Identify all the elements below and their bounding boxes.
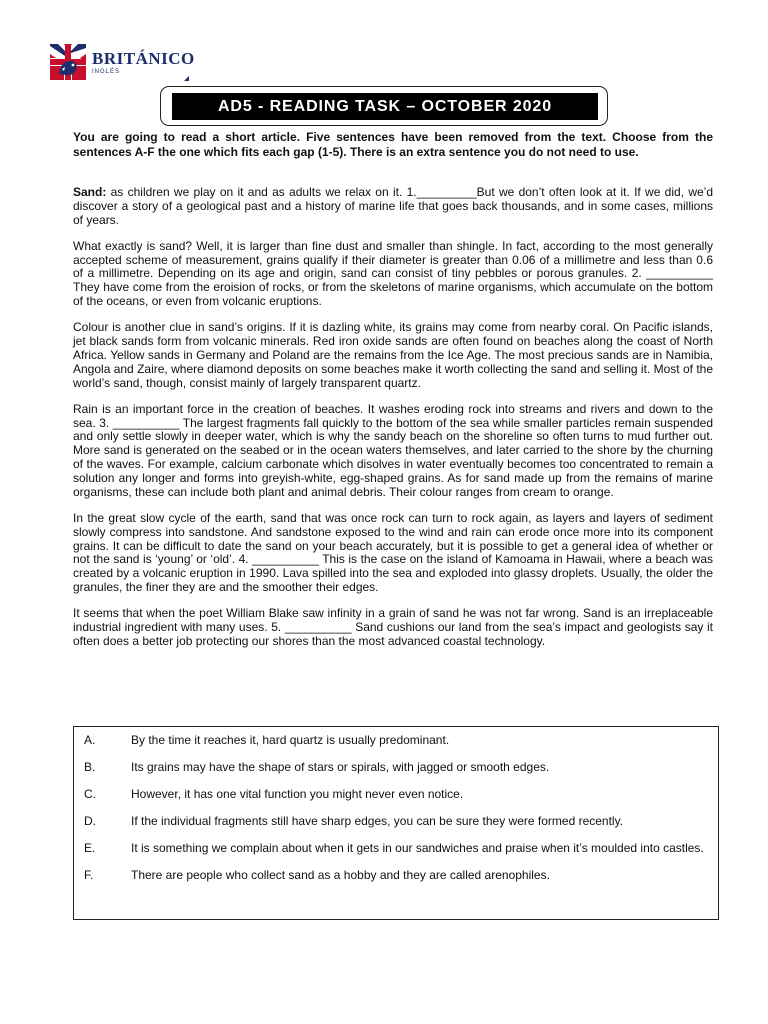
logo-subtitle: INGLÉS [92, 68, 121, 75]
logo-corner-mark [184, 76, 189, 81]
article-paragraph-6: It seems that when the poet William Blake saw infinity in a grain of sand he was not far wrong. Sand is an irreplaceable industrial ingredient with many uses. 5. __________ Sand cushions our land from the sea’s impact and geologists say it often does a better job protecting our shores than the most advanced coastal technology. [73, 606, 713, 648]
option-letter: C. [84, 787, 96, 801]
option-text: If the individual fragments still have sharp edges, you can be sure they were formed recently. [131, 814, 624, 828]
option-text: However, it has one vital function you might never even notice. [131, 787, 464, 801]
options-box [73, 726, 719, 920]
option-letter: B. [84, 760, 96, 774]
article-paragraph-5: In the great slow cycle of the earth, sand that was once rock can turn to rock again, as layers and layers of sediment slowly compress into sandstone. And sandstone exposed to the wind and rain can erode once more into its component grains. It can be difficult to date the sand on your beach accurately, but it is possible to get a general idea of whether or not the sand is ‘young’ or ‘old’. 4. __________ This is the case on the island of Kamoama in Hawaii, where a beach was created by a volcanic eruption in 1990. Lava spilled into the sea and exploded into glassy droplets. Usually, the older the granules, the finer they are and the smoother their edges. [73, 510, 713, 594]
britanico-logo [50, 44, 195, 80]
article-paragraph-1 [73, 186, 713, 227]
option-letter: F. [84, 868, 94, 882]
option-text: There are people who collect sand as a hobby and they are called arenophiles. [131, 868, 550, 882]
option-d [84, 813, 710, 829]
option-e [84, 840, 710, 856]
union-jack-lion-icon [50, 44, 86, 80]
article-paragraph-2: What exactly is sand? Well, it is larger than fine dust and smaller than shingle. In fact, according to the most generally accepted scheme of measurement, grains qualify if their diameter is greater than 0.06 of a millimetre and less than 0.6 of a millimetre. Depending on its age and origin, sand can consist of tiny pebbles or porous granules. 2. __________ They have come from the eroision of rocks, or from the skeletons of marine organisms, which accumulate on the bottom of the oceans, or even from volcanic eruptions. [73, 238, 713, 309]
option-letter: D. [84, 814, 96, 828]
article-paragraph-3: Colour is another clue in sand’s origins. If it is dazling white, its grains may come from nearby coral. On Pacific islands, jet black sands form from volcanic minerals. Red iron oxide sands are often found on beaches along the coast of North Africa. Yellow sands in Germany and Poland are the remains from the Ice Age. The most precious sands are in Namibia, Angola and Zaire, where diamond deposits on some beaches make it worth collecting the sand and selling it. Most of the world’s sand, though, consist mainly of largely transparent quartz. [73, 320, 713, 390]
article-lead-word: Sand: [73, 185, 107, 199]
option-text: Its grains may have the shape of stars or spirals, with jagged or smooth edges. [131, 760, 550, 774]
article [73, 186, 713, 661]
option-text: By the time it reaches it, hard quartz is usually predominant. [131, 733, 450, 747]
option-f [84, 867, 710, 883]
article-paragraph-4: Rain is an important force in the creation of beaches. It washes eroding rock into streams and rivers and down to the sea. 3. __________ The largest fragments fall quickly to the bottom of the sea while smaller particles remain suspended and only settle slowly in deeper water, which is why the sandy beach on the shoreline so often turns to mud further out. More sand is generated on the seabed or in the ocean waters themselves, and later carried to the shore by the churning of the waves. For example, calcium carbonate which disolves in water eventually becomes too concentrated to remain a solution any longer and forms into greyish-white, egg-shaped grains. As for sand made up from the remains of marine organisms, these can include both plant and animal debris. Their colour ranges from cream to orange. [73, 401, 713, 499]
option-c [84, 786, 710, 802]
option-a [84, 732, 710, 748]
option-text: It is something we complain about when it gets in our sandwiches and praise when it’s moulded into castles. [131, 841, 704, 855]
article-paragraph-1-text: as children we play on it and as adults we relax on it. 1._________But we don’t often look at it. If we did, we’d discover a story of a geological past and a history of marine life that goes back thousands, and in some cases, millions of years. [73, 185, 713, 227]
option-b [84, 759, 710, 775]
option-letter: A. [84, 733, 96, 747]
page-title: AD5 - READING TASK – OCTOBER 2020 [172, 93, 598, 120]
option-letter: E. [84, 841, 96, 855]
logo-name: BRITÁNICO [92, 48, 195, 68]
instructions: You are going to read a short article. Five sentences have been removed from the text. Choose from the sentences A-F the one which fits each gap (1-5). There is an extra sentence you do not need to use. [73, 130, 713, 159]
